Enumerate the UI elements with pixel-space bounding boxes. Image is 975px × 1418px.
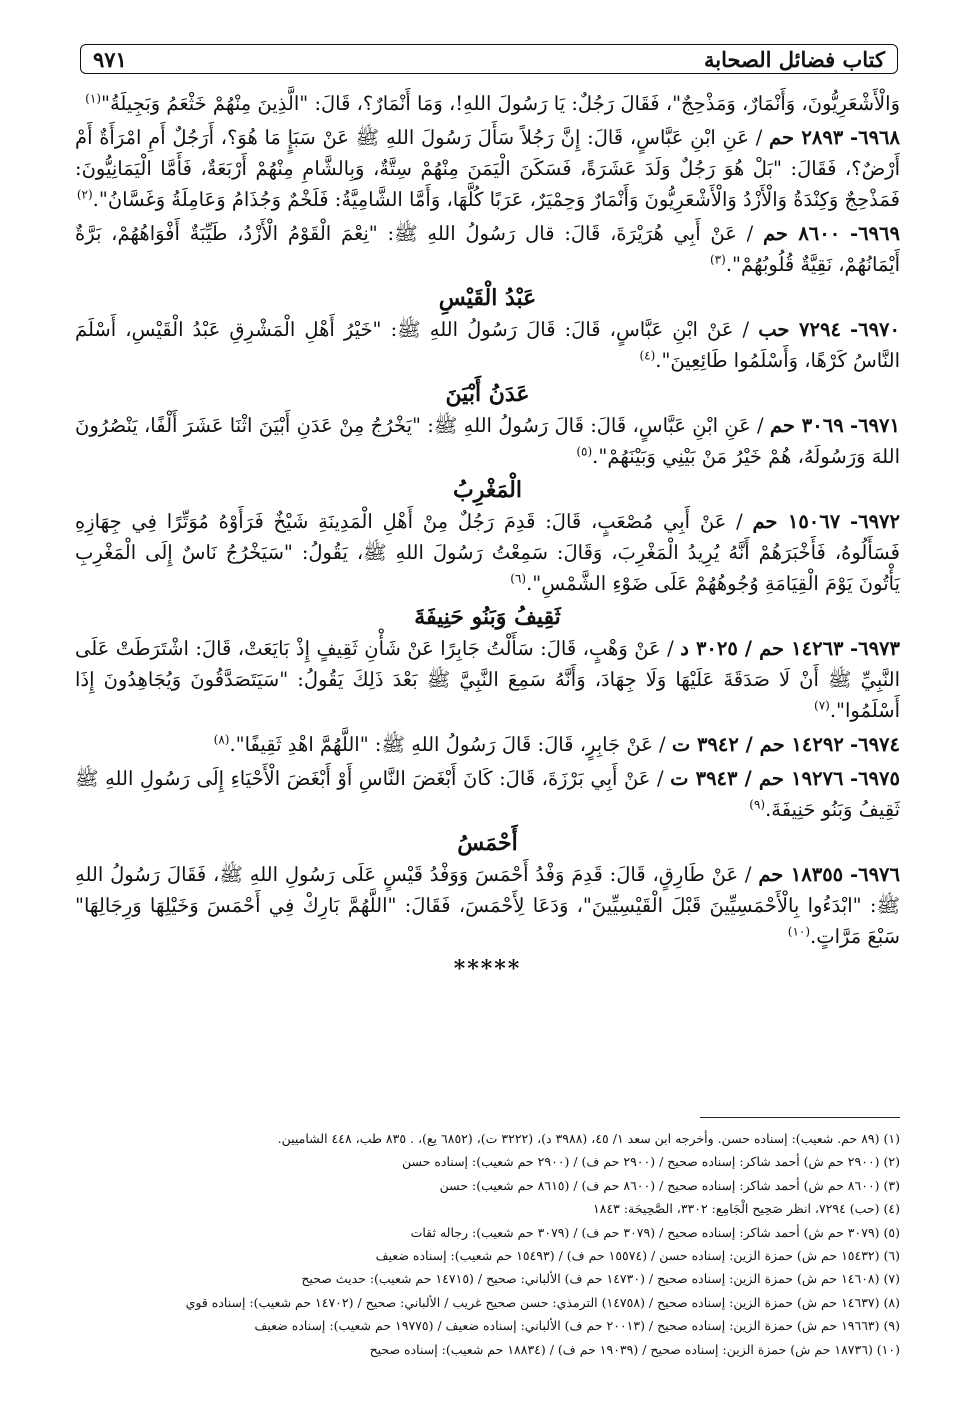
hadith-text: / عَنْ طَارِقٍ، قَالَ: قَدِمَ وَفْدُ أَحْمَسَ وَوَفْدُ قَيْسٍ عَلَى رَسُولِ اللهِ ﷺ، فَقَالَ رَسُولُ اللهِ ﷺ: "ابْدَءُوا بِالْأَحْمَسِيِّينَ قَبْلَ الْقَيْسِيِّينَ"، وَدَعَا لِأَحْمَسَ، فَقَالَ: "اللَّهُمَّ بَارِكْ فِي أَحْمَسَ وَخَيْلِهَا وَرِجَالِهَا" سَبْعَ مَرَّاتٍ. bbox=[75, 863, 901, 948]
hadith-number: ٦٩٧٣- bbox=[850, 637, 900, 660]
page-number: ٩٧١ bbox=[93, 46, 127, 72]
hadith-source: ٢٨٩٣ حم bbox=[769, 126, 844, 149]
section-heading: الْمَغْرِبُ bbox=[453, 477, 522, 503]
hadith-source: ٨٦٠٠ حم bbox=[762, 222, 841, 245]
footnote: (٩) (١٩٦٦٣ حم ش) حمزة الزين: إسناده صحيح / (٢٠٠١٣ حم ف) الألباني: إسناده ضعيف / (١٩٧٧٥ حم شعيب): إسناده ضعيف bbox=[254, 1318, 900, 1334]
footnote: (٨) (١٤٦٣٧ حم ش) حمزة الزين: إسناده صحيح / (١٤٧٥٨) الترمذي: حسن صحيح غريب / الألباني: صحيح / (١٤٧٠٢ حم شعيب): إسناده قوي bbox=[185, 1294, 900, 1310]
footnote-ref: (٤) bbox=[639, 348, 656, 363]
hadith-number: ٦٩٦٨- bbox=[850, 126, 901, 149]
footnote: (٧) (١٤٦٠٨ حم ش) حمزة الزين: إسناده صحيح / (١٤٧٣٠ حم ف) الألباني: صحيح / (١٤٧١٥ حم شعيب): حديث صحيح bbox=[301, 1271, 900, 1287]
footnote-ref: (١٠) bbox=[787, 924, 811, 939]
hadith-number: ٦٩٦٩- bbox=[849, 222, 900, 245]
hadith-source: ١٥٠٦٧ حم bbox=[752, 510, 841, 533]
hadith-text: / عَنْ أَبِي هُرَيْرَةَ، قَالَ: قال رَسُولُ اللهِ ﷺ: "نِعْمَ الْقَوْمُ الْأَزْدُ، طَيِّبَةٌ أَفْوَاهُهُمْ، بَرَّةٌ أَيْمَانُهُمْ، نَقِيَّةٌ قُلُوبُهُمْ". bbox=[75, 222, 900, 276]
hadith-source: ١٨٣٥٥ حم bbox=[758, 863, 844, 886]
footnote-ref: (٧) bbox=[814, 698, 830, 713]
footnote: (٢) (٢٩٠٠ حم ش) أحمد شاكر: إسناده صحيح / (٢٩٠٠ حم ف) / (٢٩٠٠ حم شعيب): إسناده حسن bbox=[402, 1154, 900, 1170]
hadith-text: / عَنْ أَبِي بَرْزَةَ، قَالَ: كَانَ أَبْغَضَ النَّاسِ أَوْ أَبْغَضَ الْأَحْيَاءِ إِلَى رَسُولِ اللهِ ﷺ ثَقِيفُ وَبَنُو حَنِيفَةَ. bbox=[75, 767, 900, 821]
page-header bbox=[80, 44, 898, 74]
hadith-number: ٦٩٧٥- bbox=[849, 767, 900, 790]
hadith-text: / عَنْ جَابِرٍ، قَالَ: قَالَ رَسُولُ اللهِ ﷺ: "اللَّهُمَّ اهْدِ ثَقِيفًا". bbox=[229, 733, 672, 756]
footnote: (٤) (حب) ٧٢٩٤، انظر صَحِيح الْجَامِع: ٣٣٠٢، الصَّحِيحَة: ١٨٤٣ bbox=[593, 1201, 900, 1217]
footnote-ref: (٥) bbox=[576, 444, 593, 459]
footnotes bbox=[75, 1127, 900, 1361]
hadith-source: ١٩٢٧٦ حم / ٣٩٤٣ ت bbox=[670, 767, 844, 790]
section-heading: ثَقِيفُ وَبَنُو حَنِيفَةَ bbox=[414, 604, 561, 630]
section-heading: عَبْدُ الْقَيْسِ bbox=[438, 285, 537, 311]
footnote-divider bbox=[700, 1117, 900, 1118]
footnote-ref: (٢) bbox=[76, 187, 93, 202]
hadith-text: / عَنْ أَبِي مُصْعَبٍ، قَالَ: قَدِمَ رَجُلٌ مِنْ أَهْلِ الْمَدِينَةِ شَيْخٌ فَرَأَوْهُ مُوَتِّرًا فِي جِهَازِهِ فَسَأَلُوهُ، فَأَخْبَرَهُمْ أَنَّهُ يُرِيدُ الْمَغْرِبَ، وَقَالَ: سَمِعْتُ رَسُولَ اللهِ ﷺ، يَقُولُ: "سَيَخْرُجُ نَاسٌ إِلَى الْمَغْرِبِ يَأْتُونَ يَوْمَ الْقِيَامَةِ وُجُوهُهُمْ عَلَى ضَوْءِ الشَّمْسِ". bbox=[75, 510, 900, 595]
footnote: (٦) (١٥٤٣٢ حم ش) حمزة الزين: إسناده حسن / (١٥٥٧٤ حم ف) / (١٥٤٩٣ حم شعيب): إسناده ضعيف bbox=[375, 1248, 900, 1264]
footnote-ref: (٩) bbox=[749, 797, 766, 812]
hadith-number: ٦٩٧٠- bbox=[850, 318, 901, 341]
hadith-6969 bbox=[75, 218, 900, 280]
section-separator: ***** bbox=[453, 956, 522, 982]
hadith-number: ٦٩٧١- bbox=[849, 414, 900, 437]
footnote-ref: (٦) bbox=[510, 571, 527, 586]
footnote-ref: (٨) bbox=[213, 732, 230, 747]
hadith-source: ١٤٢٦٣ حم / ٣٠٢٥ د bbox=[680, 637, 844, 660]
hadith-6974 bbox=[75, 729, 900, 760]
main-text bbox=[75, 88, 900, 982]
footnote: (١) (٨٩ حم. شعيب): إسناده حسن. وأخرجه ابن سعد ١/ ٤٥، (٣٩٨٨ د)، (٣٢٢٢ ت)، (٦٨٥٢ يع)، . ٨٣٥ طب، ٤٤٨ الشاميين. bbox=[277, 1131, 900, 1146]
book-title: كتاب فضائل الصحابة bbox=[703, 46, 885, 72]
section-heading: عَدَنُ أَبْيَنَ bbox=[445, 381, 530, 407]
hadith-6973 bbox=[75, 633, 900, 726]
footnote: (٥) (٣٠٧٩ حم ش) أحمد شاكر: إسناده صحيح / (٣٠٧٩ حم ف) / (٣٠٧٩ حم شعيب): رجاله ثقات bbox=[410, 1224, 900, 1240]
hadith-number: ٦٩٧٦- bbox=[850, 863, 900, 886]
footnote: (٣) (٨٦٠٠ حم ش) أحمد شاكر: إسناده صحيح / (٨٦٠٠ حم ف) / (٨٦١٥ حم شعيب): حسن bbox=[439, 1177, 900, 1193]
hadith-number: ٦٩٧٢- bbox=[850, 510, 900, 533]
hadith-6968 bbox=[75, 122, 900, 215]
hadith-6972 bbox=[75, 506, 900, 599]
section-heading: أَحْمَسُ bbox=[457, 830, 518, 856]
hadith-text: / عَنِ ابْنِ عَبَّاسٍ، قَالَ: قَالَ رَسُولُ اللهِ ﷺ: "يَخْرُجُ مِنْ عَدَنِ أَبْيَنَ اثْنَا عَشَرَ أَلْفًا، يَنْصُرُونَ اللهَ وَرَسُولَهُ، هُمْ خَيْرُ مَنْ بَيْنِي وَبَيْنَهُمْ". bbox=[75, 414, 900, 468]
hadith-6975 bbox=[75, 763, 900, 825]
hadith-text: / عَنْ وَهْبٍ، قَالَ: سَأَلْتُ جَابِرًا عَنْ شَأْنِ ثَقِيفٍ إِذْ بَايَعَتْ، قَالَ: اشْتَرَطَتْ عَلَى النَّبِيِّ ﷺ أَنْ لَا صَدَقَةَ عَلَيْهَا وَلَا جِهَادَ، وَأَنَّهُ سَمِعَ النَّبِيَّ ﷺ بَعْدَ ذَلِكَ يَقُولُ: "سَيَتَصَدَّقُونَ وَيُجَاهِدُونَ إِذَا أَسْلَمُوا". bbox=[75, 637, 900, 722]
hadith-continuation bbox=[75, 88, 900, 119]
hadith-number: ٦٩٧٤- bbox=[850, 733, 900, 756]
hadith-6976 bbox=[75, 859, 900, 952]
hadith-source: ١٤٢٩٢ حم / ٣٩٤٢ ت bbox=[671, 733, 844, 756]
footnote: (١٠) (١٨٧٣٦ حم ش) حمزة الزين: إسناده صحيح / (١٩٠٣٩ حم ف) / (١٨٨٣٤ حم شعيب): إسناده صحيح bbox=[369, 1341, 900, 1357]
hadith-6971 bbox=[75, 410, 900, 472]
hadith-source: ٣٠٦٩ حم bbox=[769, 414, 844, 437]
hadith-text: / عَنِ ابْنِ عَبَّاسٍ، قَالَ: إِنَّ رَجُلاً سَأَلَ رَسُولَ اللهِ ﷺ عَنْ سَبَإٍ مَا هُوَ؟، أَرَجُلٌ أَمِ امْرَأَةٌ أَمْ أَرْضٌ؟، فَقَالَ: "بَلْ هُوَ رَجُلٌ وَلَدَ عَشَرَةً، فَسَكَنَ الْيَمَنَ مِنْهُمْ سِتَّةٌ، وَبِالشَّامِ مِنْهُمْ أَرْبَعَةٌ، فَأَمَّا الْيَمَانِيُّونَ: فَمَذْحِجٌ وَكِنْدَةُ وَالْأَزْدُ وَالْأَشْعَرِيُّونَ وَأَنْمَارٌ وَحِمْيَرٌ، عَرَبًا كُلَّهَا، وَأَمَّا الشَّامِيَّةُ: فَلَخْمٌ وَجُذَامُ وَعَامِلَةُ وَغَسَّانُ". bbox=[75, 126, 900, 211]
footnote-ref: (٣) bbox=[709, 252, 726, 267]
hadith-source: ٧٢٩٤ حب bbox=[758, 318, 841, 341]
hadith-text: وَالْأَشْعَرِيُّونَ، وَأَنْمَارٌ، وَمَذْحِجٌ"، فَقَالَ رَجُلٌ: يَا رَسُولَ اللهِ!، وَمَا أَنْمَارٌ؟، قَالَ: "الَّذِينَ مِنْهُمْ خَثْعَمُ وَبَجِيلَةُ" bbox=[101, 92, 900, 115]
hadith-6970 bbox=[75, 314, 900, 376]
hadith-text: / عَنْ ابْنِ عَبَّاسٍ، قَالَ: قَالَ رَسُولُ اللهِ ﷺ: "خَيْرُ أَهْلِ الْمَشْرِقِ عَبْدُ الْقَيْسِ، أَسْلَمَ النَّاسُ كَرْهًا، وَأَسْلَمُوا طَائِعِينَ". bbox=[75, 318, 900, 372]
footnote-ref: (١) bbox=[85, 91, 101, 106]
